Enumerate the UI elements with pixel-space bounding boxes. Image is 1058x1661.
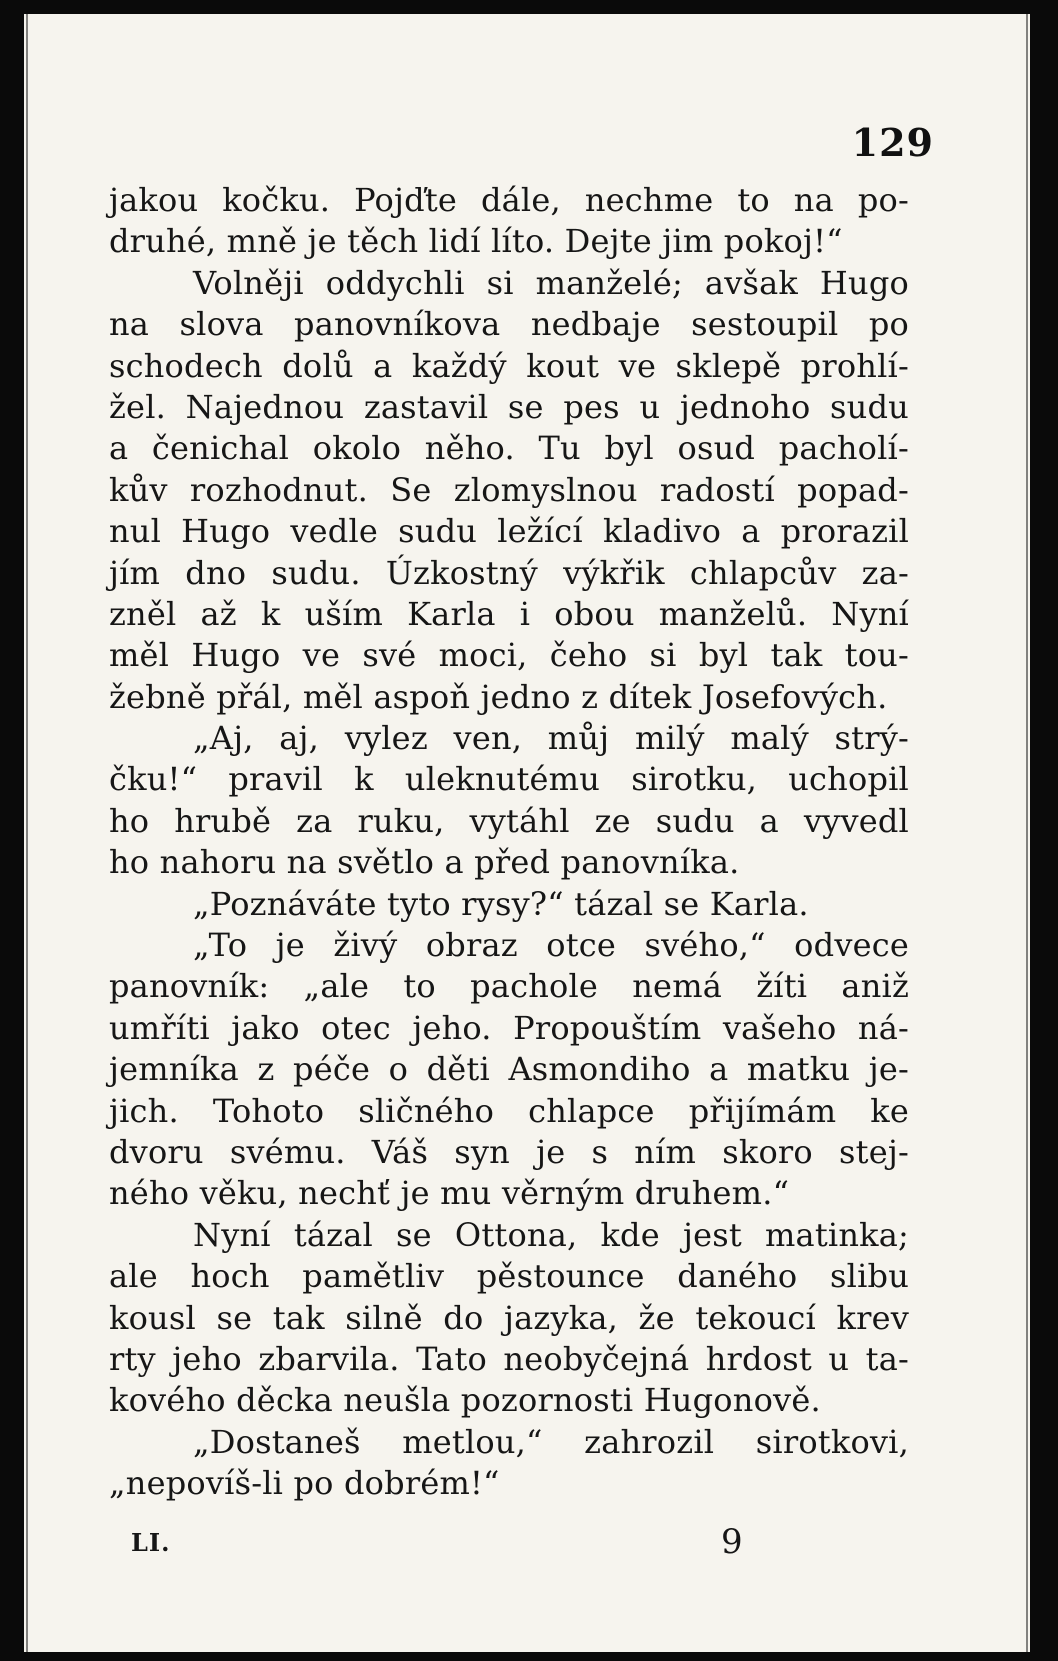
text-line: a čenichal okolo něho. Tu byl osud pacholí- bbox=[109, 429, 909, 468]
text-line: druhé, mně je těch lidí líto. Dejte jim pokoj!“ bbox=[109, 222, 843, 261]
text-line: jím dno sudu. Úzkostný výkřik chlapcův za- bbox=[109, 553, 909, 592]
text-line: žebně přál, měl aspoň jedno z dítek Josefových. bbox=[109, 677, 888, 716]
text-line: zněl až k uším Karla i obou manželů. Nyní bbox=[109, 594, 909, 633]
signature-mark: LI. bbox=[131, 1528, 171, 1557]
text-line: kův rozhodnut. Se zlomyslnou radostí popad- bbox=[109, 470, 909, 509]
body-text bbox=[109, 180, 909, 1505]
text-line: panovník: „ale to pachole nemá žíti aniž bbox=[109, 967, 909, 1006]
text-line: dvoru svému. Váš syn je s ním skoro stej- bbox=[109, 1132, 909, 1171]
text-line: žel. Najednou zastavil se pes u jednoho sudu bbox=[109, 387, 909, 426]
text-line: měl Hugo ve své moci, čeho si byl tak tou- bbox=[109, 636, 909, 675]
text-line: „Dostaneš metlou,“ zahrozil sirotkovi, bbox=[193, 1422, 909, 1461]
text-line: umříti jako otec jeho. Propouštím vašeho ná- bbox=[109, 1008, 909, 1047]
text-line: ho hrubě za ruku, vytáhl ze sudu a vyvedl bbox=[109, 801, 909, 840]
page-number: 129 bbox=[851, 120, 934, 165]
text-line: Volněji oddychli si manželé; avšak Hugo bbox=[193, 263, 909, 302]
text-line: Nyní tázal se Ottona, kde jest matinka; bbox=[193, 1215, 909, 1254]
text-line: nul Hugo vedle sudu ležící kladivo a prorazil bbox=[109, 512, 909, 551]
text-line: „nepovíš-li po dobrém!“ bbox=[109, 1464, 500, 1503]
sheet-number: 9 bbox=[721, 1522, 743, 1562]
book-page bbox=[24, 14, 1030, 1652]
text-line: jich. Tohoto sličného chlapce přijímám ke bbox=[109, 1091, 909, 1130]
page-footer bbox=[109, 1522, 909, 1564]
text-line: schodech dolů a každý kout ve sklepě prohlí- bbox=[109, 346, 909, 385]
page-edge-right bbox=[1026, 14, 1028, 1652]
text-line: „To je živý obraz otce svého,“ odvece bbox=[193, 926, 909, 965]
page-edge-left bbox=[26, 14, 28, 1652]
text-line: čku!“ pravil k uleknutému sirotku, uchopil bbox=[109, 760, 909, 799]
text-line: ho nahoru na světlo a před panovníka. bbox=[109, 843, 740, 882]
text-line: „Poznáváte tyto rysy?“ tázal se Karla. bbox=[193, 884, 809, 923]
text-line: ného věku, nechť je mu věrným druhem.“ bbox=[109, 1174, 790, 1213]
text-line: jemníka z péče o děti Asmondiho a matku je- bbox=[109, 1050, 909, 1089]
text-line: kousl se tak silně do jazyka, že tekoucí krev bbox=[109, 1298, 909, 1337]
text-line: ale hoch pamětliv pěstounce daného slibu bbox=[109, 1257, 909, 1296]
text-line: kového děcka neušla pozornosti Hugonově. bbox=[109, 1381, 821, 1420]
text-line: „Aj, aj, vylez ven, můj milý malý strý- bbox=[193, 719, 909, 758]
text-line: jakou kočku. Pojďte dále, nechme to na po- bbox=[109, 181, 909, 219]
text-line: na slova panovníkova nedbaje sestoupil po bbox=[109, 305, 909, 344]
text-line: rty jeho zbarvila. Tato neobyčejná hrdost u ta- bbox=[109, 1339, 909, 1378]
